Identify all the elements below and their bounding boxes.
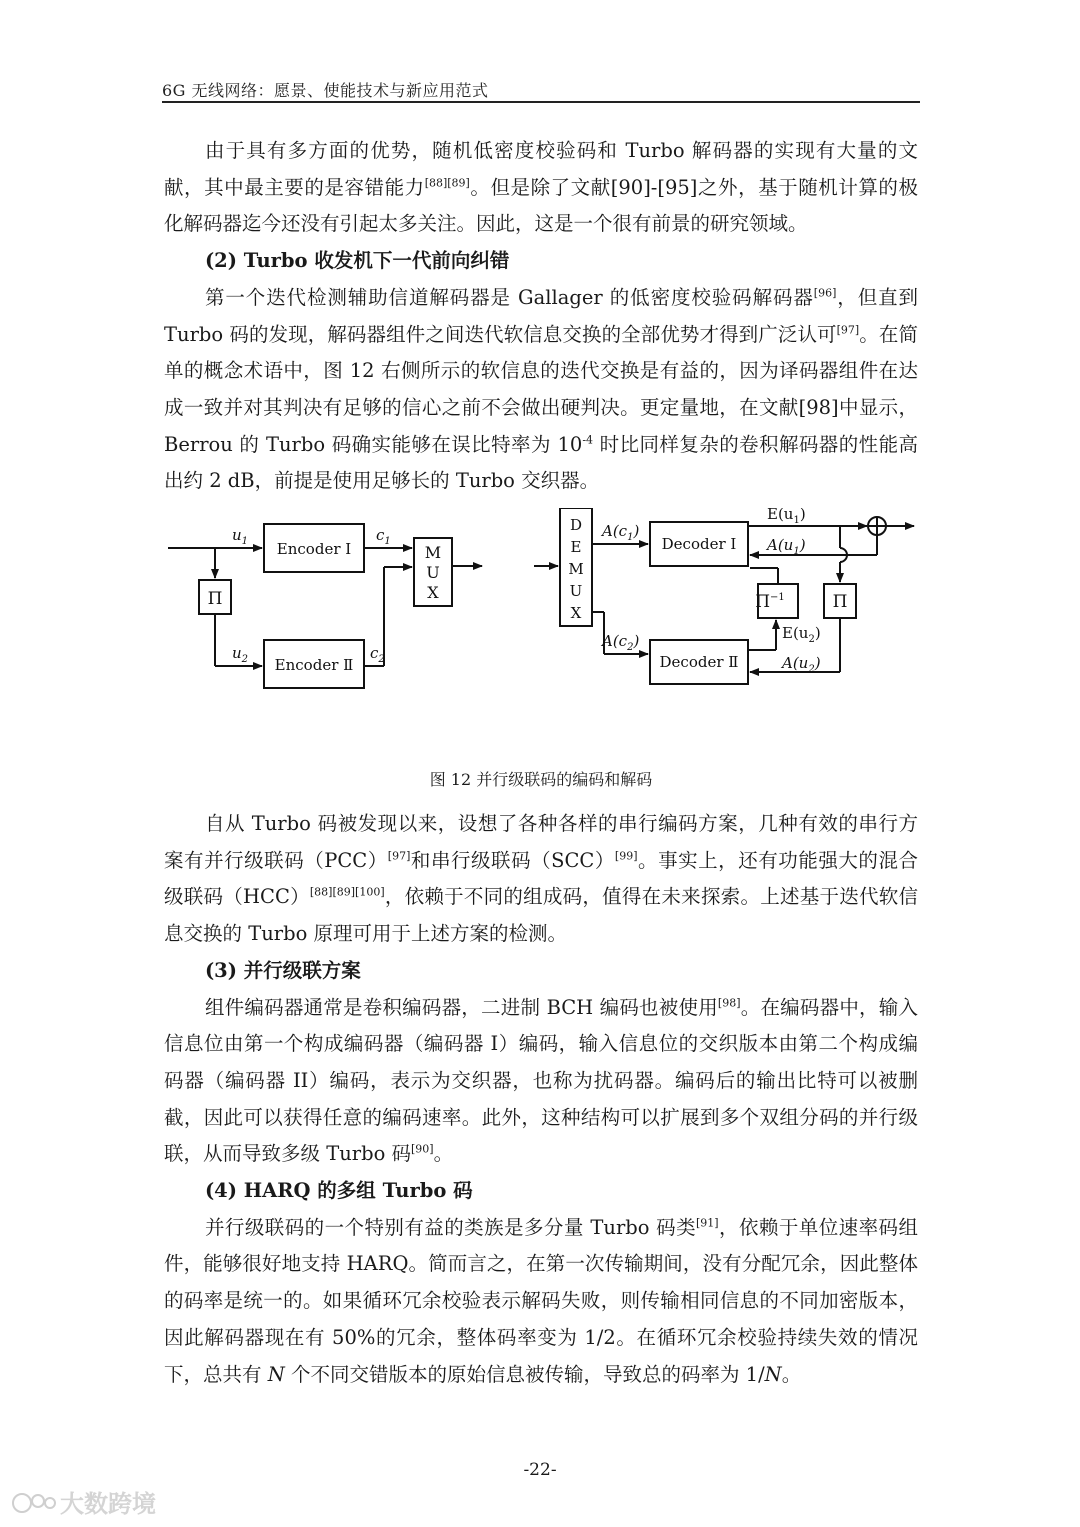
section-heading-3: (3) 并行级联方案 xyxy=(204,958,361,982)
Au1-label: $A(u_1)$ xyxy=(767,536,806,558)
mux-letter: X xyxy=(427,583,439,603)
citation: [88][89][100] xyxy=(309,885,385,899)
figure-12 xyxy=(164,500,918,768)
text: ，但直到 Turbo 码的发现，解码器组件之间迭代软信息交换的全部优势才得到广泛认可 xyxy=(164,285,918,346)
header-rule xyxy=(162,101,920,103)
text: 时比同样复杂的卷积解码器的性能高出约 2 dB，前提是使用足够长的 Turbo 交织器。 xyxy=(164,432,919,493)
variable-n: N xyxy=(764,1362,782,1386)
text: 。事实上，还有功能强大的混合级联码（HCC） xyxy=(164,848,918,909)
demux-letter: E xyxy=(570,538,582,557)
text: 。但是除了文献[90]-[95]之外，基于随机计算的极化解码器迄今还没有引起太多关注。因此，这是一个很有前景的研究领域。 xyxy=(164,175,918,236)
exponent: -4 xyxy=(582,433,594,447)
section-heading-2: (2) Turbo 收发机下一代前向纠错 xyxy=(204,249,510,273)
paragraph-4 xyxy=(164,990,918,1174)
decoder-1-label: Decoder Ⅰ xyxy=(661,535,737,554)
paragraph-5 xyxy=(164,1210,918,1394)
text: ，依赖于不同的组成码，值得在未来探索。上述基于迭代软信息交换的 Turbo 原理可用于上述方案的检测。 xyxy=(164,885,918,946)
mux-letter: U xyxy=(426,563,440,583)
page-body xyxy=(164,133,918,1393)
running-header: 6G 无线网络：愿景、使能技术与新应用范式 xyxy=(162,81,489,100)
interleaver-2-label: Π xyxy=(832,592,848,613)
text: 个不同交错版本的原始信息被传输，导致总的码率为 1/ xyxy=(284,1362,765,1386)
watermark-text: 大数跨境 xyxy=(60,1490,156,1518)
encoder-2-label: Encoder Ⅱ xyxy=(274,656,354,675)
turbo-diagram xyxy=(164,508,918,748)
citation: [90] xyxy=(411,1142,434,1156)
text: 自从 Turbo 码被发现以来，设想了各种各样的串行编码方案，几种有效的串行方案有并行级联码（PCC） xyxy=(164,812,918,872)
citation: [88][89] xyxy=(424,176,470,190)
text: 。 xyxy=(433,1142,454,1166)
text: 。在简单的概念术语中，图 12 右侧所示的软信息的迭代交换是有益的，因为译码器组件在达成一致并对其判决有足够的信心之前不会做出硬判决。更定量地，在文献[98]中显示，Berrou 的 Turbo 码确实能够在误比特率为 10 xyxy=(164,322,918,456)
Eu2-label: $E(u_2)$ xyxy=(782,624,821,646)
paragraph-1 xyxy=(164,133,918,243)
mux-letter: M xyxy=(424,543,442,563)
citation: [98] xyxy=(717,996,741,1010)
citation: [97] xyxy=(836,323,860,337)
Eu1-label: $E(u_1)$ xyxy=(767,508,806,527)
variable-n: N xyxy=(267,1362,285,1386)
citation: [91] xyxy=(696,1216,719,1230)
text: 由于具有多方面的优势，随机低密度校验码和 Turbo 解码器的实现有大量的文献，其中最主要的是容错能力 xyxy=(164,139,918,199)
text: 。 xyxy=(781,1362,802,1386)
u1-label: $u_1$ xyxy=(232,526,249,548)
watermark-logo xyxy=(8,1484,168,1522)
text: 和串行级联码（SCC） xyxy=(410,848,615,872)
citation: [97] xyxy=(387,849,411,863)
citation: [99] xyxy=(614,849,638,863)
paragraph-3 xyxy=(164,806,918,953)
u2-label: $u_2$ xyxy=(232,644,249,666)
decoder-2-label: Decoder Ⅱ xyxy=(659,653,739,672)
paragraph-2 xyxy=(164,280,918,500)
page-number: -22- xyxy=(523,1460,557,1480)
demux-letter: X xyxy=(570,604,582,623)
c1-label: $c_1$ xyxy=(376,526,391,548)
text: 并行级联码的一个特别有益的类族是多分量 Turbo 码类 xyxy=(204,1215,697,1239)
citation: [96] xyxy=(813,286,837,300)
encoder-1-label: Encoder Ⅰ xyxy=(276,540,352,559)
figure-caption: 图 12 并行级联码的编码和解码 xyxy=(429,770,653,790)
c2-label: $c_2$ xyxy=(370,644,385,666)
demux-letter: M xyxy=(568,560,584,579)
Ac1-label: $A(c_1)$ xyxy=(602,522,640,544)
section-heading-4: (4) HARQ 的多组 Turbo 码 xyxy=(204,1179,473,1203)
demux-letter: D xyxy=(569,516,583,535)
text: ，依赖于单位速率码组件，能够很好地支持 HARQ。简而言之，在第一次传输期间，没有分配冗余，因此整体的码率是统一的。如果循环冗余校验表示解码失败，则传输相同信息的不同加密版本，因此解码器现在有 50%的冗余，整体码率变为 1/2。在循环冗余校验持续失效的情况下，总共有 xyxy=(164,1215,918,1386)
text: 。在编码器中，输入信息位由第一个构成编码器（编码器 I）编码，输入信息位的交织版本由第二个构成编码器（编码器 II）编码，表示为交织器，也称为扰码器。编码后的输出比特可以被删截，因此可以获得任意的编码速率。此外，这种结构可以扩展到多个双组分码的并行级联，从而导致多级 Turbo 码 xyxy=(164,995,918,1166)
Au2-label: $A(u_2)$ xyxy=(782,654,821,676)
inverse-interleaver-label: $\Pi^{-1}$ xyxy=(755,592,785,613)
interleaver-label: Π xyxy=(207,589,223,610)
Ac2-label: $A(c_2)$ xyxy=(602,632,640,654)
demux-letter: U xyxy=(569,582,583,601)
text: 组件编码器通常是卷积编码器，二进制 BCH 编码也被使用 xyxy=(204,995,718,1019)
text: 第一个迭代检测辅助信道解码器是 Gallager 的低密度校验码解码器 xyxy=(204,285,814,309)
